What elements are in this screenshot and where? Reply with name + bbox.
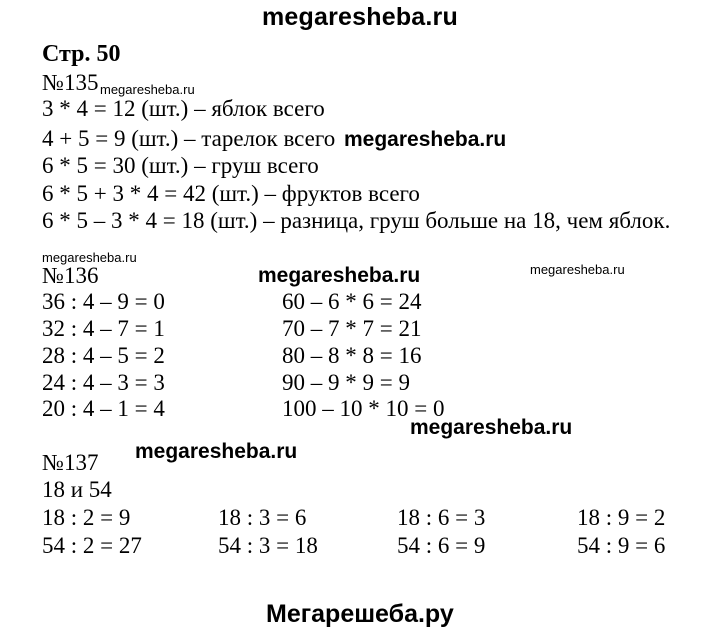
exercise-136-right-item: 90 – 9 * 9 = 9 [282, 370, 410, 395]
exercise-136-right-item: 100 – 10 * 10 = 0 [282, 396, 445, 421]
watermark-medium: megaresheba.ru [410, 416, 573, 439]
exercise-137-label: №137 [42, 450, 99, 475]
watermark-medium: megaresheba.ru [344, 128, 507, 151]
exercise-136-left-item: 28 : 4 – 5 = 2 [42, 343, 165, 368]
exercise-135-line: 4 + 5 = 9 (шт.) – тарелок всего [42, 126, 336, 151]
exercise-136-right-item: 60 – 6 * 6 = 24 [282, 289, 422, 314]
exercise-137-item: 18 : 6 = 3 [397, 505, 486, 530]
footer-watermark: Мегарешеба.ру [266, 600, 454, 628]
exercise-137-item: 54 : 3 = 18 [218, 533, 318, 558]
exercise-137-item: 54 : 9 = 6 [577, 533, 666, 558]
exercise-137-item: 54 : 6 = 9 [397, 533, 486, 558]
watermark-top: megaresheba.ru [262, 3, 458, 31]
exercise-137-numbers: 18 и 54 [42, 477, 112, 502]
exercise-136-label: №136 [42, 263, 99, 288]
exercise-137-item: 18 : 2 = 9 [42, 505, 131, 530]
watermark-small: megaresheba.ru [100, 82, 195, 97]
exercise-137-item: 18 : 3 = 6 [218, 505, 307, 530]
watermark-small: megaresheba.ru [42, 250, 137, 265]
watermark-medium: megaresheba.ru [135, 440, 298, 463]
exercise-135-line: 6 * 5 + 3 * 4 = 42 (шт.) – фруктов всего [42, 181, 420, 206]
exercise-135-line: 3 * 4 = 12 (шт.) – яблок всего [42, 96, 325, 121]
exercise-135-line: 6 * 5 – 3 * 4 = 18 (шт.) – разница, груш больше на 18, чем яблок. [42, 208, 671, 233]
exercise-136-right-item: 70 – 7 * 7 = 21 [282, 316, 422, 341]
exercise-135-label: №135 [42, 70, 99, 95]
exercise-136-left-item: 32 : 4 – 7 = 1 [42, 316, 165, 341]
watermark-medium: megaresheba.ru [258, 264, 421, 287]
watermark-small: megaresheba.ru [530, 262, 625, 277]
exercise-136-left-item: 36 : 4 – 9 = 0 [42, 289, 165, 314]
exercise-136-right-item: 80 – 8 * 8 = 16 [282, 343, 422, 368]
exercise-135-line: 6 * 5 = 30 (шт.) – груш всего [42, 153, 319, 178]
exercise-136-left-item: 24 : 4 – 3 = 3 [42, 370, 165, 395]
page-title: Стр. 50 [42, 41, 121, 67]
exercise-137-item: 18 : 9 = 2 [577, 505, 666, 530]
exercise-137-item: 54 : 2 = 27 [42, 533, 142, 558]
exercise-136-left-item: 20 : 4 – 1 = 4 [42, 396, 165, 421]
